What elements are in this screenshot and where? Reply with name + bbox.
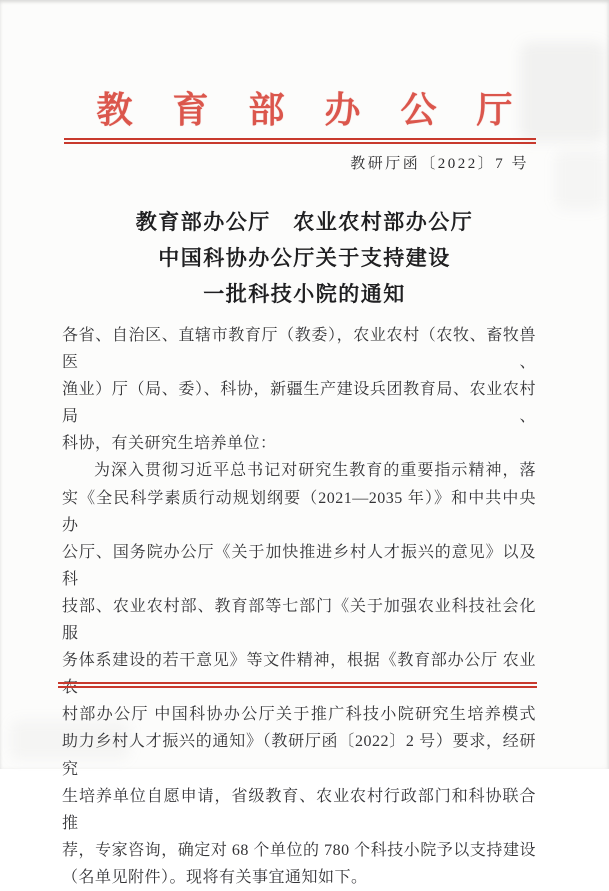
body-line: 实《全民科学素质行动规划纲要（2021—2035 年）》和中共中央办 (62, 489, 536, 534)
body-line: 助力乡村人才振兴的通知》（教研厅函〔2022〕2 号）要求，经研究 (62, 733, 536, 778)
footer-double-rule (58, 682, 537, 688)
body-line: （名单见附件）。现将有关事宜通知如下。 (62, 868, 368, 886)
body-line: 村部办公厅 中国科协办公厅关于推广科技小院研究生培养模式 (62, 706, 536, 724)
body-line: 科协，有关研究生培养单位： (62, 435, 277, 453)
notice-title-line-1: 教育部办公厅 农业农村部办公厅 (135, 210, 474, 234)
notice-title-line-3: 一批科技小院的通知 (203, 282, 406, 306)
body-line: 渔业）厅（局、委）、科协，新疆生产建设兵团教育局、农业农村局、 (62, 381, 536, 426)
notice-title-line-2: 中国科协办公厅关于支持建设 (158, 246, 451, 270)
scan-noise-blob (555, 150, 605, 210)
notice-body (62, 322, 536, 891)
body-line: 公厅、国务院办公厅《关于加快推进乡村人才振兴的意见》以及科 (62, 543, 536, 588)
body-line: 荐，专家咨询，确定对 68 个单位的 780 个科技小院予以支持建设 (62, 841, 536, 859)
letterhead-agency-title: 教育部办公厅 (96, 90, 553, 130)
body-line: 各省、自治区、直辖市教育厅（教委），农业农村（农牧、畜牧兽医、 (62, 327, 536, 372)
document-reference-number: 教研厅函〔2022〕7 号 (350, 156, 529, 172)
notice-title (0, 204, 609, 312)
body-line: 为深入贯彻习近平总书记对研究生教育的重要指示精神，落 (94, 462, 536, 480)
body-line: 技部、农业农村部、教育部等七部门《关于加强农业科技社会化服 (62, 597, 536, 643)
body-line: 务体系建设的若干意见》等文件精神，根据《教育部办公厅 农业农 (62, 652, 536, 697)
body-line: 生培养单位自愿申请，省级教育、农业农村行政部门和科协联合推 (62, 787, 536, 832)
letterhead-double-rule (64, 138, 536, 144)
